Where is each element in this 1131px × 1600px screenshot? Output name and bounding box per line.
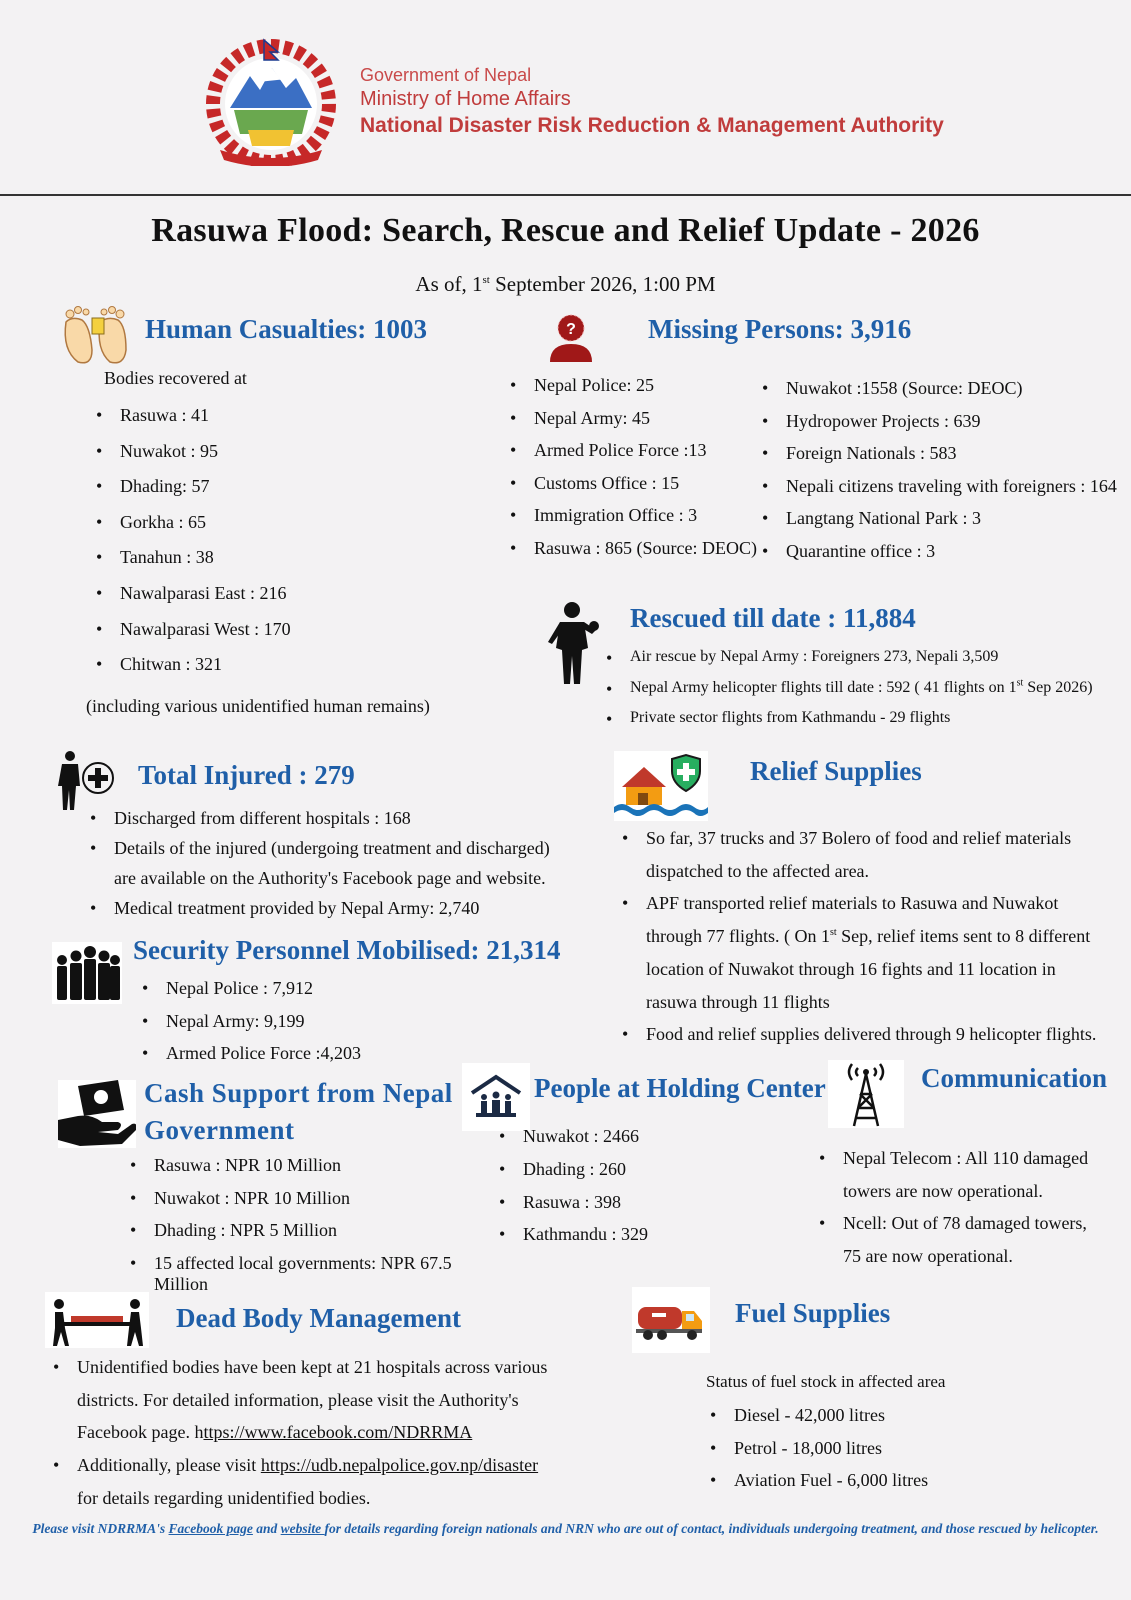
government-emblem bbox=[198, 38, 344, 166]
list-item: • Rasuwa : 398 bbox=[497, 1192, 777, 1225]
list-item: • Air rescue by Nepal Army : Foreigners 273, Nepali 3,509 bbox=[604, 648, 1131, 679]
list-item: • Nepali citizens traveling with foreigners : 164 bbox=[760, 476, 1130, 509]
header-government: Government of Nepal bbox=[360, 65, 532, 85]
holding-list bbox=[497, 1126, 777, 1257]
list-item: • Medical treatment provided by Nepal Army: 2,740 bbox=[88, 893, 568, 923]
list-item: • Nawalparasi West : 170 bbox=[94, 619, 454, 655]
list-item: • Nepal Army: 45 bbox=[508, 408, 758, 441]
list-item: • Nuwakot : 95 bbox=[94, 441, 454, 477]
casualties-note: (including various unidentified human remains) bbox=[86, 696, 430, 716]
list-item: • Immigration Office : 3 bbox=[508, 505, 758, 538]
list-item: • 15 affected local governments: NPR 67.5 Million bbox=[128, 1253, 508, 1286]
list-item: • Additionally, please visit https://udb.nepalpolice.gov.np/disaster for details regarding unidentified bodies. bbox=[51, 1449, 561, 1514]
list-item: • Gorkha : 65 bbox=[94, 512, 454, 548]
injured-title: Total Injured : 279 bbox=[138, 760, 355, 790]
list-item: • Rasuwa : 865 (Source: DEOC) bbox=[508, 538, 758, 571]
list-item: • Food and relief supplies delivered through 9 helicopter flights. bbox=[620, 1018, 1110, 1051]
list-item: • Discharged from different hospitals : 168 bbox=[88, 803, 568, 833]
security-title: Security Personnel Mobilised: 21,314 bbox=[133, 935, 561, 965]
list-item: • Langtang National Park : 3 bbox=[760, 508, 1130, 541]
missing-list-right bbox=[760, 378, 1130, 573]
list-item: • Dhading : NPR 5 Million bbox=[128, 1220, 508, 1253]
list-item: • Nepal Police : 7,912 bbox=[140, 978, 500, 1011]
list-item: • Nepal Army: 9,199 bbox=[140, 1011, 500, 1044]
injured-person-icon bbox=[58, 750, 116, 810]
list-item: • Ncell: Out of 78 damaged towers, 75 are now operational. bbox=[817, 1207, 1107, 1272]
casualties-list bbox=[94, 405, 454, 690]
group-of-people-icon bbox=[52, 942, 122, 1004]
list-item: • Rasuwa : 41 bbox=[94, 405, 454, 441]
list-item: • Dhading: 57 bbox=[94, 476, 454, 512]
list-item: • Nuwakot :1558 (Source: DEOC) bbox=[760, 378, 1130, 411]
list-item: • Nepal Army helicopter flights till date : 592 ( 41 flights on 1st Sep 2026) bbox=[604, 679, 1131, 710]
rescued-list bbox=[604, 648, 1131, 740]
missing-person-icon bbox=[544, 312, 598, 364]
cash-hand-icon bbox=[58, 1080, 136, 1148]
cash-list bbox=[128, 1155, 508, 1294]
shelter-house-icon bbox=[462, 1063, 530, 1131]
rescuer-icon bbox=[544, 600, 604, 684]
nepal-police-link[interactable]: https://udb.nepalpolice.gov.np/disaster bbox=[260, 1455, 539, 1476]
list-item: • So far, 37 trucks and 37 Bolero of food and relief materials dispatched to the affected area. bbox=[620, 822, 1110, 887]
svg-text:?: ? bbox=[566, 321, 576, 338]
list-item: • Private sector flights from Kathmandu - 29 flights bbox=[604, 709, 1131, 740]
relief-title: Relief Supplies bbox=[750, 756, 922, 786]
communication-title: Communication bbox=[921, 1063, 1108, 1093]
list-item: • Quarantine office : 3 bbox=[760, 541, 1130, 574]
facebook-page-link[interactable]: Facebook page bbox=[168, 1521, 253, 1536]
list-item: • APF transported relief materials to Rasuwa and Nuwakot through 77 flights. ( On 1st Sep, relief items sent to 8 different location of Nuwakot through 16 fights and 11 location in rasuwa through 11 flights bbox=[620, 887, 1110, 1018]
tower-icon bbox=[828, 1060, 904, 1128]
missing-title: Missing Persons: 3,916 bbox=[648, 314, 912, 344]
fuel-intro: Status of fuel stock in affected area bbox=[706, 1372, 946, 1391]
list-item: • Nawalparasi East : 216 bbox=[94, 583, 454, 619]
injured-list bbox=[88, 803, 568, 923]
list-item: • Armed Police Force :13 bbox=[508, 440, 758, 473]
list-item: • Chitwan : 321 bbox=[94, 654, 454, 690]
header-divider bbox=[0, 194, 1131, 196]
security-list bbox=[140, 978, 500, 1076]
holding-title: People at Holding Center bbox=[534, 1073, 826, 1103]
list-item: • Nepal Police: 25 bbox=[508, 375, 758, 408]
fuel-list bbox=[708, 1405, 1008, 1503]
list-item: • Diesel - 42,000 litres bbox=[708, 1405, 1008, 1438]
list-item: • Aviation Fuel - 6,000 litres bbox=[708, 1470, 1008, 1503]
list-item: • Nuwakot : NPR 10 Million bbox=[128, 1188, 508, 1221]
page-title: Rasuwa Flood: Search, Rescue and Relief Update - 2026 bbox=[151, 212, 980, 249]
list-item: • Foreign Nationals : 583 bbox=[760, 443, 1130, 476]
header-authority: National Disaster Risk Reduction & Management Authority bbox=[360, 114, 944, 137]
list-item: • Rasuwa : NPR 10 Million bbox=[128, 1155, 508, 1188]
rescued-title: Rescued till date : 11,884 bbox=[630, 603, 916, 633]
casualties-intro: Bodies recovered at bbox=[104, 368, 247, 388]
missing-list-left bbox=[508, 375, 758, 570]
deadbody-title: Dead Body Management bbox=[176, 1303, 461, 1333]
list-item: • Details of the injured (undergoing treatment and discharged) are available on the Authority's Facebook page and website. bbox=[88, 833, 568, 893]
list-item: • Nuwakot : 2466 bbox=[497, 1126, 777, 1159]
fuel-truck-icon bbox=[632, 1287, 710, 1353]
list-item: • Kathmandu : 329 bbox=[497, 1224, 777, 1257]
facebook-link[interactable]: ttps://www.facebook.com/NDRRMA bbox=[203, 1422, 473, 1443]
cash-title: Cash Support from Nepal Government bbox=[144, 1078, 453, 1145]
list-item: • Armed Police Force :4,203 bbox=[140, 1043, 500, 1076]
deadbody-list bbox=[51, 1351, 561, 1515]
list-item: • Tanahun : 38 bbox=[94, 547, 454, 583]
communication-list bbox=[817, 1142, 1107, 1273]
list-item: • Nepal Telecom : All 110 damaged towers are now operational. bbox=[817, 1142, 1107, 1207]
list-item: • Customs Office : 15 bbox=[508, 473, 758, 506]
footprints-icon bbox=[60, 300, 132, 366]
as-of-date: As of, 1st September 2026, 1:00 PM bbox=[415, 272, 716, 296]
website-link[interactable]: website bbox=[280, 1521, 325, 1536]
relief-list bbox=[620, 822, 1110, 1051]
list-item: • Dhading : 260 bbox=[497, 1159, 777, 1192]
stretcher-icon bbox=[45, 1292, 149, 1348]
list-item: • Petrol - 18,000 litres bbox=[708, 1438, 1008, 1471]
footer-note: Please visit NDRRMA's Facebook page and website for details regarding foreign nationals and NRN who are out of contact, individuals undergoing treatment, and those rescued by helicopter. bbox=[32, 1521, 1099, 1536]
list-item: • Unidentified bodies have been kept at 21 hospitals across various districts. For detailed information, please visit the Authority's Facebook page. https://www.facebook.com/NDRRMA bbox=[51, 1351, 561, 1449]
header-ministry: Ministry of Home Affairs bbox=[360, 88, 571, 110]
fuel-title: Fuel Supplies bbox=[735, 1298, 891, 1328]
casualties-title: Human Casualties: 1003 bbox=[145, 314, 428, 344]
list-item: • Hydropower Projects : 639 bbox=[760, 411, 1130, 444]
flood-relief-icon bbox=[614, 751, 708, 821]
